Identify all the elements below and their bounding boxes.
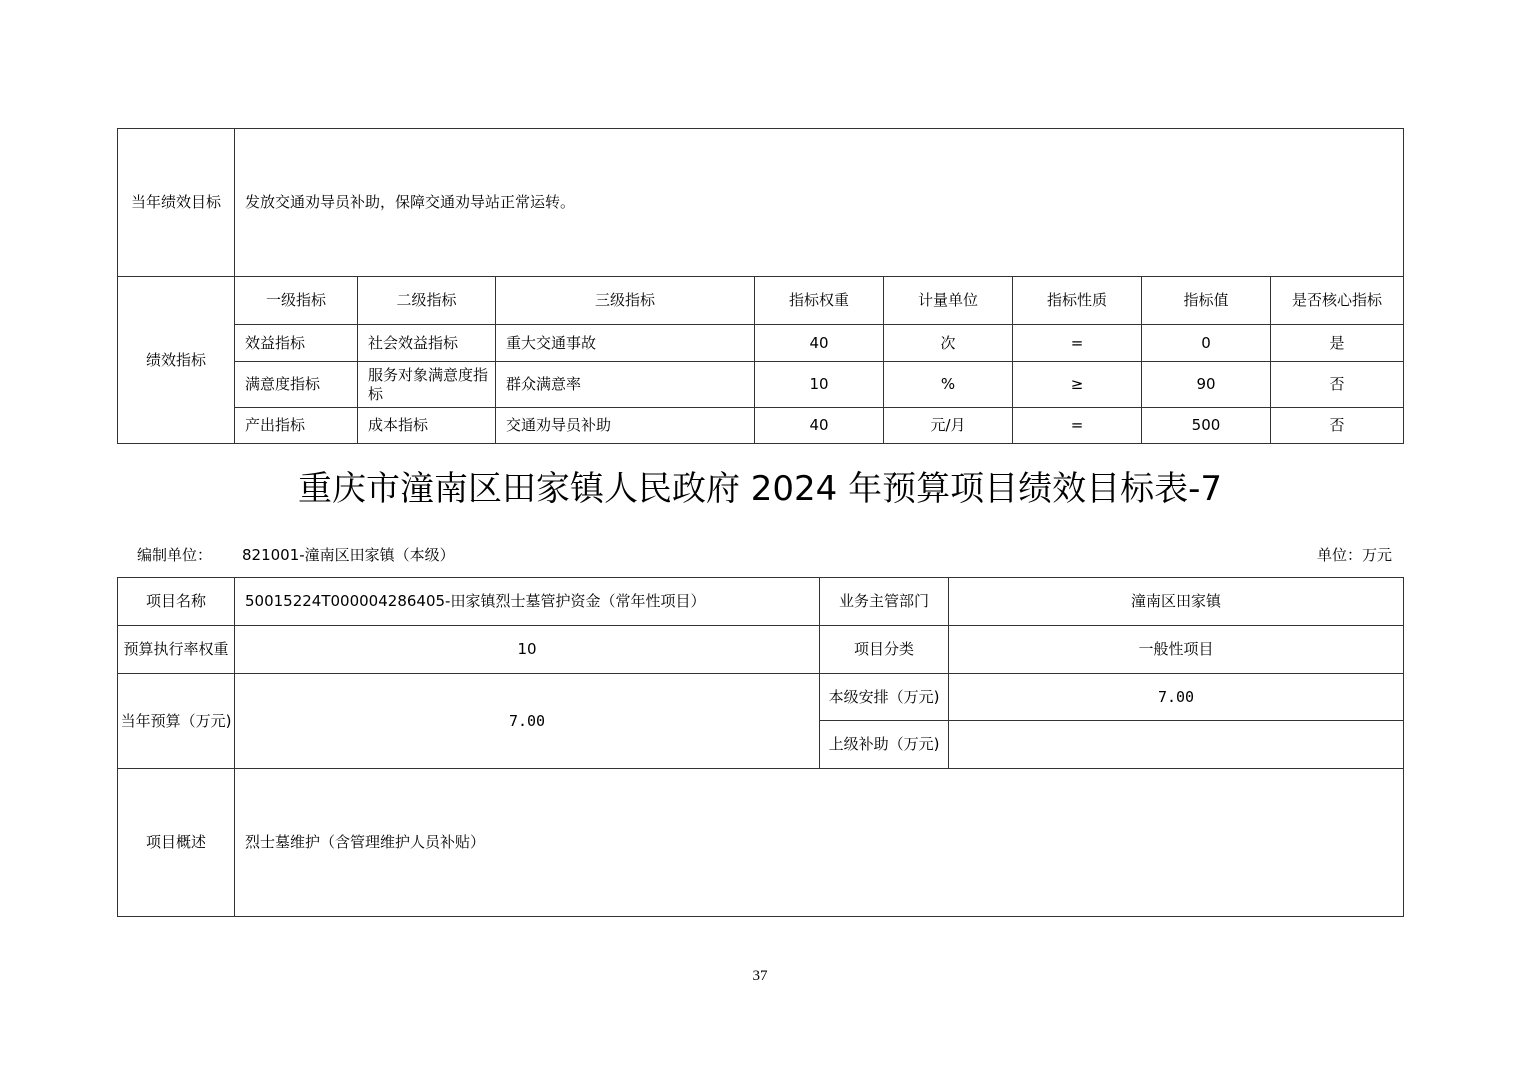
indicator-header-row — [118, 277, 1404, 325]
goal-label: 当年绩效目标 — [118, 129, 235, 277]
row-level1: 效益指标 — [235, 325, 358, 362]
row-weight: 10 — [755, 362, 884, 408]
row-level3: 重大交通事故 — [496, 325, 755, 362]
row-level2: 成本指标 — [358, 408, 496, 444]
row-level1: 产出指标 — [235, 408, 358, 444]
indicators-label: 绩效指标 — [118, 277, 235, 444]
superior-value — [949, 721, 1404, 769]
budget-label: 当年预算（万元) — [118, 674, 235, 769]
category-value: 一般性项目 — [949, 626, 1404, 674]
compiling-unit-value: 821001-潼南区田家镇（本级） — [242, 546, 455, 564]
budget-value: 7.00 — [235, 674, 820, 769]
local-value: 7.00 — [949, 674, 1404, 721]
exec-rate-value: 10 — [235, 626, 820, 674]
performance-indicators-table — [117, 128, 1404, 444]
overview-value: 烈士墓维护（含管理维护人员补贴） — [235, 769, 1404, 917]
row-level3: 群众满意率 — [496, 362, 755, 408]
page-title: 重庆市潼南区田家镇人民政府 2024 年预算项目绩效目标表-7 — [297, 469, 1223, 509]
project-name-label: 项目名称 — [118, 578, 235, 626]
row-level3: 交通劝导员补助 — [496, 408, 755, 444]
project-info-table — [117, 577, 1404, 917]
row-nature: ≥ — [1013, 362, 1142, 408]
table-row — [118, 325, 1404, 362]
row-core: 否 — [1271, 408, 1404, 444]
exec-rate-label: 预算执行率权重 — [118, 626, 235, 674]
table-row — [118, 408, 1404, 444]
local-label: 本级安排（万元) — [820, 674, 949, 721]
row-nature: = — [1013, 325, 1142, 362]
row-unit: 元/月 — [884, 408, 1013, 444]
category-label: 项目分类 — [820, 626, 949, 674]
header-weight: 指标权重 — [755, 277, 884, 325]
row-value: 90 — [1142, 362, 1271, 408]
row-level2: 社会效益指标 — [358, 325, 496, 362]
row-core: 否 — [1271, 362, 1404, 408]
compiling-unit-label: 编制单位： — [137, 546, 213, 564]
row-weight: 40 — [755, 325, 884, 362]
row-weight: 40 — [755, 408, 884, 444]
header-level1: 一级指标 — [235, 277, 358, 325]
project-name-value: 50015224T000004286405-田家镇烈士墓管护资金（常年性项目） — [235, 578, 820, 626]
dept-label: 业务主管部门 — [820, 578, 949, 626]
header-nature: 指标性质 — [1013, 277, 1142, 325]
row-level1: 满意度指标 — [235, 362, 358, 408]
table-row — [118, 362, 1404, 408]
row-value: 0 — [1142, 325, 1271, 362]
header-unit: 计量单位 — [884, 277, 1013, 325]
goal-text: 发放交通劝导员补助，保障交通劝导站正常运转。 — [235, 129, 1404, 277]
overview-label: 项目概述 — [118, 769, 235, 917]
page-number: 37 — [752, 968, 768, 984]
row-nature: = — [1013, 408, 1142, 444]
currency-unit: 单位：万元 — [1316, 546, 1392, 564]
row-unit: 次 — [884, 325, 1013, 362]
row-value: 500 — [1142, 408, 1271, 444]
superior-label: 上级补助（万元) — [820, 721, 949, 769]
header-level2: 二级指标 — [358, 277, 496, 325]
row-core: 是 — [1271, 325, 1404, 362]
header-value: 指标值 — [1142, 277, 1271, 325]
dept-value: 潼南区田家镇 — [949, 578, 1404, 626]
header-core: 是否核心指标 — [1271, 277, 1404, 325]
row-level2: 服务对象满意度指标 — [358, 362, 496, 408]
row-unit: % — [884, 362, 1013, 408]
header-level3: 三级指标 — [496, 277, 755, 325]
